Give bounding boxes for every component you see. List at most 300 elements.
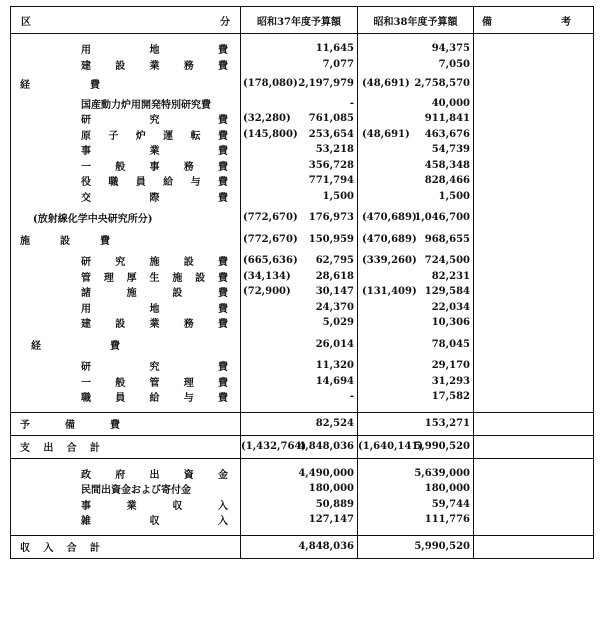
s37-prior-amount: (34,134)	[243, 270, 291, 282]
row-s38	[358, 389, 474, 405]
row-remarks	[474, 158, 593, 174]
label-char: 予	[20, 420, 30, 431]
s37-prior-amount: (32,280)	[243, 113, 291, 125]
expenditure-section	[11, 34, 593, 413]
label-char: 理	[183, 377, 194, 389]
row-label	[11, 127, 241, 143]
row-s37	[241, 300, 358, 316]
label-char: 費	[90, 80, 100, 92]
row-s38	[358, 158, 474, 174]
label-text	[81, 497, 228, 512]
row-s38	[358, 41, 474, 57]
s38-amount: 59,744	[431, 498, 470, 510]
row-s38	[358, 284, 474, 300]
spacer-row	[11, 459, 593, 466]
label-char: 費	[218, 362, 228, 374]
label-text	[81, 41, 228, 56]
row-remarks	[474, 497, 593, 513]
table-row	[11, 111, 593, 127]
label-text	[20, 76, 100, 91]
s38-amount: 94,375	[431, 43, 470, 55]
label-char: 費	[217, 130, 228, 142]
label-char: 員	[115, 393, 126, 405]
row-remarks	[474, 173, 593, 189]
label-char: 施	[172, 272, 183, 284]
s38-amount: 7,050	[438, 58, 470, 70]
table-row	[11, 232, 593, 248]
header-category-right: 分	[220, 16, 230, 28]
label-char: 与	[183, 393, 194, 405]
table-row	[11, 512, 593, 528]
row-label	[11, 189, 241, 205]
s37-amount: 14,694	[315, 375, 354, 387]
expenditure-total-section	[11, 436, 593, 459]
spacer-cell	[241, 459, 358, 466]
label-text	[81, 142, 228, 157]
table-row	[11, 57, 593, 73]
label-text	[81, 173, 228, 188]
label-char: 収	[149, 516, 160, 528]
label-char: 務	[183, 161, 194, 173]
row-remarks	[474, 232, 593, 248]
spacer-cell	[241, 34, 358, 41]
table-row	[11, 173, 593, 189]
row-label	[11, 253, 241, 269]
table-row	[11, 300, 593, 316]
label-char: 職	[81, 393, 91, 405]
row-label	[11, 374, 241, 390]
row-remarks	[474, 76, 593, 92]
row-s37	[241, 389, 358, 405]
label-char: 設	[115, 60, 126, 72]
label-char: 給	[149, 393, 160, 405]
row-remarks	[474, 337, 593, 353]
s37-amount: 53,218	[315, 144, 354, 156]
table-row	[11, 389, 593, 405]
row-label	[11, 41, 241, 57]
row-s37	[241, 57, 358, 73]
spacer-cell	[241, 528, 358, 535]
label-text	[20, 539, 100, 554]
label-char: 事	[149, 161, 160, 173]
row-s37	[241, 374, 358, 390]
label-text	[81, 358, 228, 373]
row-label	[11, 269, 241, 285]
label-char: 一	[81, 377, 91, 389]
row-s38	[358, 173, 474, 189]
row-label	[11, 232, 241, 248]
label-char: 際	[149, 192, 160, 204]
label-char: 究	[115, 257, 126, 269]
row-label	[11, 389, 241, 405]
row-s37	[241, 337, 358, 353]
s38-amount: 1,500	[438, 190, 470, 202]
spacer-cell	[474, 34, 593, 41]
label-text	[20, 232, 110, 247]
row-remarks	[474, 389, 593, 405]
label-text	[81, 189, 228, 204]
row-remarks	[474, 358, 593, 374]
table-row	[11, 269, 593, 285]
s37-amount: 26,014	[315, 338, 354, 350]
row-label	[11, 358, 241, 374]
label-char: 般	[115, 377, 126, 389]
s38-amount: 724,500	[424, 255, 470, 267]
label-char: 交	[81, 192, 91, 204]
s38-amount: 129,584	[424, 286, 470, 298]
header-remarks-left: 備	[482, 16, 492, 28]
label-char: 費	[218, 192, 228, 204]
table-row	[11, 96, 593, 112]
label-char: 国産動力炉用開発特別研究費	[81, 99, 211, 111]
s37-amount: 180,000	[308, 483, 354, 495]
row-remarks	[474, 269, 593, 285]
label-char: 費	[218, 45, 228, 57]
s38-amount: 968,655	[424, 233, 470, 245]
label-char: 出	[149, 469, 160, 481]
s38-amount: 828,466	[424, 175, 470, 187]
spacer-cell	[11, 528, 241, 535]
label-char: 出	[43, 443, 54, 454]
label-char: 施	[149, 257, 160, 269]
s37-amount: 356,728	[308, 159, 354, 171]
row-remarks	[474, 466, 593, 482]
label-text	[20, 439, 100, 454]
row-remarks	[474, 512, 593, 528]
row-s38	[358, 57, 474, 73]
s37-prior-amount: (1,432,764)	[241, 441, 307, 452]
row-remarks	[474, 127, 593, 143]
s37-amount: -	[349, 97, 354, 109]
label-text	[81, 512, 228, 527]
label-char: 与	[190, 177, 201, 189]
label-char: 費	[100, 235, 110, 247]
row-s37	[241, 210, 358, 226]
row-label	[11, 76, 241, 92]
header-remarks-right: 考	[561, 16, 571, 28]
row-s37	[241, 315, 358, 331]
row-label	[11, 96, 241, 112]
label-char: 原	[81, 130, 91, 142]
label-char: 設	[172, 288, 183, 300]
row-s37	[241, 269, 358, 285]
header-category-left: 区	[21, 16, 31, 28]
reserve-section	[11, 413, 593, 436]
s38-amount: 31,293	[431, 375, 470, 387]
s38-prior-amount: (131,409)	[362, 286, 417, 298]
row-label	[11, 497, 241, 513]
s38-amount: 29,170	[431, 360, 470, 372]
label-char: 事	[81, 146, 91, 158]
label-text	[81, 389, 228, 404]
label-char: 費	[110, 420, 120, 431]
table-row	[11, 284, 593, 300]
row-s37	[241, 173, 358, 189]
label-text	[81, 374, 228, 389]
s38-amount: 17,582	[431, 391, 470, 403]
label-char: 収	[172, 500, 183, 512]
row-s37	[241, 76, 358, 92]
label-text	[81, 57, 228, 72]
label-char: 合	[66, 443, 77, 454]
label-char: 究	[149, 362, 160, 374]
s37-amount: 7,077	[322, 58, 354, 70]
row-s37	[241, 536, 358, 558]
s37-amount: 4,848,036	[298, 441, 354, 452]
row-label	[11, 481, 241, 497]
label-char: 研	[81, 257, 91, 269]
s38-amount: 911,841	[424, 113, 470, 125]
s37-amount: 11,645	[315, 43, 354, 55]
row-s38	[358, 232, 474, 248]
row-remarks	[474, 142, 593, 158]
table-row	[11, 436, 593, 458]
row-s37	[241, 96, 358, 112]
label-char: 研	[81, 115, 91, 127]
row-label	[11, 111, 241, 127]
spacer-cell	[358, 405, 474, 412]
label-char: 費	[217, 177, 228, 189]
row-label	[11, 337, 241, 353]
label-text	[31, 337, 120, 352]
label-text	[81, 253, 228, 268]
row-s38	[358, 96, 474, 112]
s38-prior-amount: (48,691)	[362, 128, 410, 140]
s37-amount: 761,085	[308, 113, 354, 125]
row-s37	[241, 41, 358, 57]
label-char: 管	[81, 272, 91, 284]
row-remarks	[474, 111, 593, 127]
s38-amount: 22,034	[431, 301, 470, 313]
label-char: 費	[218, 393, 228, 405]
label-text	[81, 284, 228, 299]
label-char: 金	[218, 469, 228, 481]
s38-prior-amount: (339,260)	[362, 255, 417, 267]
s37-amount: 62,795	[315, 255, 354, 267]
row-s37	[241, 111, 358, 127]
row-label	[11, 284, 241, 300]
label-text	[81, 269, 228, 284]
label-char: 務	[183, 319, 194, 331]
spacer-cell	[474, 459, 593, 466]
row-s38	[358, 189, 474, 205]
row-remarks	[474, 374, 593, 390]
label-char: 給	[163, 177, 174, 189]
label-char: 建	[81, 60, 91, 72]
s37-amount: 5,029	[322, 317, 354, 329]
spacer-cell	[358, 459, 474, 466]
table-row	[11, 76, 593, 92]
label-char: 管	[149, 377, 160, 389]
row-s37	[241, 158, 358, 174]
label-text	[81, 158, 228, 173]
row-s37	[241, 232, 358, 248]
s38-amount: 40,000	[431, 97, 470, 109]
row-remarks	[474, 284, 593, 300]
label-char: 地	[149, 45, 160, 57]
table-row	[11, 315, 593, 331]
label-char: 入	[218, 516, 228, 528]
label-char: 炉	[135, 130, 146, 142]
label-char: 理	[103, 272, 114, 284]
row-label	[11, 142, 241, 158]
table-row	[11, 158, 593, 174]
row-remarks	[474, 253, 593, 269]
label-char: 計	[89, 443, 100, 454]
s38-amount: 78,045	[431, 338, 470, 350]
label-text	[81, 315, 228, 330]
label-char: 費	[217, 288, 228, 300]
label-char: 設	[60, 235, 70, 247]
spacer-cell	[11, 405, 241, 412]
table-row	[11, 413, 593, 435]
row-s38	[358, 374, 474, 390]
label-char: 運	[163, 130, 174, 142]
label-char: 務	[183, 60, 194, 72]
s38-prior-amount: (48,691)	[362, 78, 410, 90]
row-remarks	[474, 210, 593, 226]
label-char: 費	[218, 319, 228, 331]
label-char: 収	[20, 543, 30, 554]
s38-amount: 111,776	[424, 514, 470, 526]
table-row	[11, 497, 593, 513]
label-char: 府	[115, 469, 126, 481]
s38-amount: 10,306	[431, 317, 470, 329]
label-char: 費	[218, 161, 228, 173]
s38-amount: 5,990,520	[414, 541, 470, 552]
table-row	[11, 481, 593, 497]
row-s38	[358, 413, 474, 435]
label-char: 業	[149, 319, 160, 331]
label-text	[20, 416, 120, 431]
s37-amount: 253,654	[308, 128, 354, 140]
row-s37	[241, 512, 358, 528]
label-char: 子	[108, 130, 119, 142]
label-char: 厚	[126, 272, 137, 284]
label-char: 費	[218, 60, 228, 72]
label-char: 施	[20, 235, 30, 247]
header-category	[11, 7, 241, 33]
label-char: 用	[81, 303, 91, 315]
label-char: 入	[217, 500, 228, 512]
label-char: 研	[81, 362, 91, 374]
label-char: 設	[183, 257, 194, 269]
table-row	[11, 189, 593, 205]
header-row	[11, 7, 593, 34]
label-char: 究	[149, 115, 160, 127]
row-s38	[358, 142, 474, 158]
label-char: 費	[218, 377, 228, 389]
row-s38	[358, 76, 474, 92]
row-s38	[358, 300, 474, 316]
s37-amount: 127,147	[308, 514, 354, 526]
s37-amount: 4,490,000	[298, 467, 354, 479]
row-label	[11, 300, 241, 316]
label-char: 設	[115, 319, 126, 331]
row-label	[11, 512, 241, 528]
row-s37	[241, 466, 358, 482]
s37-amount: 30,147	[315, 286, 354, 298]
row-s38	[358, 269, 474, 285]
row-s38	[358, 536, 474, 558]
row-remarks	[474, 41, 593, 57]
s37-amount: 50,889	[315, 498, 354, 510]
s37-amount: 771,794	[308, 175, 354, 187]
label-char: 費	[217, 272, 228, 284]
row-remarks	[474, 189, 593, 205]
label-char: 員	[135, 177, 146, 189]
row-label	[11, 466, 241, 482]
row-s38	[358, 481, 474, 497]
s37-amount: 2,197,979	[298, 78, 354, 90]
label-char: 転	[190, 130, 201, 142]
row-label	[11, 57, 241, 73]
s38-amount: 5,639,000	[414, 467, 470, 479]
row-label	[11, 315, 241, 331]
label-text	[81, 111, 228, 126]
label-char: 業	[149, 60, 160, 72]
row-remarks	[474, 300, 593, 316]
label-char: 業	[126, 500, 137, 512]
table-row	[11, 142, 593, 158]
label-char: 費	[218, 146, 228, 158]
label-text	[81, 481, 228, 496]
s37-amount: 1,500	[322, 190, 354, 202]
s37-amount: 28,618	[315, 270, 354, 282]
label-char: 一	[81, 161, 91, 173]
row-s37	[241, 142, 358, 158]
row-remarks	[474, 536, 593, 558]
spacer-cell	[358, 528, 474, 535]
row-s38	[358, 127, 474, 143]
s38-amount: 463,676	[424, 128, 470, 140]
row-label	[11, 158, 241, 174]
label-text: (放射線化学中央研究所分)	[33, 214, 153, 226]
table-row	[11, 41, 593, 57]
row-s37	[241, 497, 358, 513]
row-remarks	[474, 315, 593, 331]
row-s38	[358, 315, 474, 331]
s37-prior-amount: (72,900)	[243, 286, 291, 298]
row-s38	[358, 358, 474, 374]
revenue-total-section	[11, 536, 593, 558]
label-char: 建	[81, 319, 91, 331]
label-char: 政	[81, 469, 91, 481]
table-row	[11, 337, 593, 353]
s38-amount: 458,348	[424, 159, 470, 171]
s37-prior-amount: (665,636)	[243, 255, 298, 267]
s37-prior-amount: (772,670)	[243, 212, 298, 224]
label-char: 役	[81, 177, 91, 189]
s37-amount: 24,370	[315, 301, 354, 313]
label-char: 費	[218, 303, 228, 315]
row-label	[11, 536, 241, 558]
label-char: 費	[218, 257, 228, 269]
label-char: 用	[81, 45, 91, 57]
row-s38	[358, 436, 474, 458]
s38-amount: 153,271	[424, 418, 470, 429]
row-remarks	[474, 481, 593, 497]
table-row	[11, 536, 593, 558]
label-char: 費	[110, 340, 120, 352]
label-char: 地	[149, 303, 160, 315]
table-body	[11, 34, 593, 558]
spacer-cell	[474, 528, 593, 535]
row-s38	[358, 337, 474, 353]
label-text	[81, 96, 228, 111]
row-s38	[358, 497, 474, 513]
budget-table	[10, 6, 594, 559]
